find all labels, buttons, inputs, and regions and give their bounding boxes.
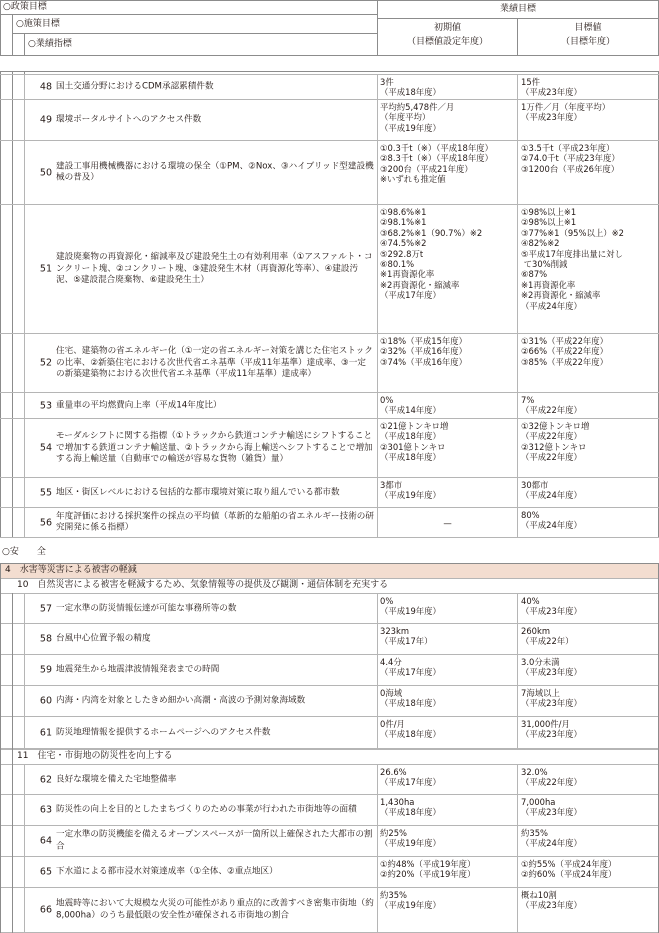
indicator-name: 内海・内湾を対象としたきめ細かい高潮・高波の予測対象海域数 — [56, 695, 306, 706]
table-row — [0, 655, 659, 686]
initial-value: 0海域 （平成18年度） — [380, 688, 441, 709]
initial-value-header: 初期値 — [433, 23, 461, 33]
initial-value-subheader: （目標値設定年度） — [406, 37, 488, 47]
table-row — [0, 795, 659, 826]
column-divider — [377, 594, 378, 623]
column-divider — [517, 686, 518, 716]
initial-value: ①98.6%※1 ②98.1%※1 ③68.2%※1（90.7%）※2 ④74.5%※2 ⑤292.8万t ⑥80.1% ※1再資源化率 ※2再資源化・縮減率 （平成17年度） — [380, 207, 483, 301]
goal-10-heading: 10 自然災害による被害を軽減するため、気象情報等の提供及び観測・通信体制を充実する — [0, 578, 659, 593]
column-divider — [517, 100, 518, 140]
column-divider — [517, 478, 518, 507]
performance-goal-header: 業績目標 — [499, 4, 536, 14]
column-divider — [517, 717, 518, 748]
table-row — [0, 717, 659, 749]
indicator-number: 61 — [39, 727, 52, 738]
column-divider — [517, 594, 518, 623]
initial-value: 約35% （平成19年度） — [380, 890, 441, 911]
column-divider — [517, 75, 518, 99]
target-value: ①3.5千t（平成23年度） ②74.0千t（平成23年度） ③1200台（平成26年度） — [521, 143, 620, 174]
column-divider — [517, 141, 518, 204]
column-divider — [377, 795, 378, 825]
column-divider — [517, 857, 518, 887]
performance-indicator-header: ○業績指標 — [28, 39, 72, 49]
column-divider — [377, 655, 378, 685]
target-value: 80% （平成24年度） — [521, 510, 582, 531]
initial-value: — — [443, 517, 452, 528]
table-row — [0, 624, 659, 655]
initial-value: 4.4分 （平成17年度） — [380, 657, 441, 678]
indicator-name: 住宅、建築物の省エネルギー化（①一定の省エネルギー対策を講じた住宅ストックの比率、②新築住宅における次世代省エネ基準（平成11年基準）達成率、③一定の新築建築物における次世代省エネ基準（平成11年基準）達成率） — [56, 345, 373, 379]
initial-value: ①0.3千t（※）（平成18年度） ②8.3千t（※）（平成18年度） ③200台（平成21年度） ※いずれも推定値 — [380, 143, 493, 185]
initial-value: ①約48%（平成19年度） ②約20%（平成19年度） — [380, 859, 476, 880]
column-divider — [517, 205, 518, 333]
indicator-name: 地震発生から地震津波情報発表までの時間 — [56, 664, 220, 675]
indicator-number: 66 — [39, 904, 52, 916]
indicator-name: モーダルシフトに関する指標（①トラックから鉄道コンテナ輸送にシフトすることで増加する鉄道コンテナ輸送量、②トラックから海上輸送へシフトすることで増加する海上輸送量（自動車での輸送が容易な貨物（雑貨）量） — [56, 430, 373, 464]
initial-value: 3件 （平成18年度） — [380, 77, 441, 98]
indicator-number: 56 — [39, 517, 52, 528]
indicator-number: 55 — [39, 487, 52, 498]
initial-value: ①18%（平成15年度） ②32%（平成16年度） ③74%（平成16年度） — [380, 336, 468, 367]
target-value-header: 目標値 — [574, 23, 602, 33]
indicator-number: 48 — [39, 81, 52, 93]
indicator-name: 環境ポータルサイトへのアクセス件数 — [56, 114, 202, 125]
table-row — [0, 334, 659, 393]
indicator-name: 地震時等において大規模な火災の可能性があり重点的に改善すべき密集市街地（約8,000ha）のうち最低限の安全性が確保される市街地の割合 — [56, 898, 374, 920]
column-divider — [517, 334, 518, 392]
indicator-name: 防災地理情報を提供するホームページへのアクセス件数 — [56, 726, 271, 737]
table-row — [0, 74, 659, 100]
indicator-number: 64 — [39, 835, 52, 847]
indicator-name: 良好な環境を備えた宅地整備率 — [56, 773, 177, 784]
target-value: 概ね10割 （平成23年度） — [521, 890, 582, 911]
indicator-number: 58 — [39, 633, 52, 645]
column-divider — [377, 334, 378, 392]
table-row — [0, 478, 659, 508]
indicator-number: 62 — [39, 774, 52, 785]
indicator-number: 59 — [39, 664, 52, 676]
indicator-name: 下水道による都市浸水対策達成率（①全体、②重点地区） — [56, 866, 278, 877]
column-divider — [517, 508, 518, 537]
table-row — [0, 393, 659, 419]
table-row — [0, 826, 659, 857]
column-divider — [517, 765, 518, 794]
column-divider — [377, 717, 378, 748]
indicator-name: 台風中心位置予報の精度 — [56, 633, 151, 644]
initial-value: 1,430ha （平成18年度） — [380, 797, 441, 818]
policy-goal-header: ○政策目標 — [3, 2, 47, 12]
initial-value: 0% （平成14年度） — [380, 395, 441, 416]
table-row — [0, 100, 659, 141]
measure-goal-header: ○施策目標 — [16, 19, 60, 29]
column-divider — [377, 624, 378, 654]
target-value: ①31%（平成22年度） ②66%（平成22年度） ③85%（平成22年度） — [521, 336, 609, 367]
target-value: 7,000ha （平成23年度） — [521, 797, 582, 818]
target-value-subheader: （目標年度） — [560, 37, 615, 47]
column-divider — [377, 478, 378, 507]
initial-value: 26.6% （平成17年度） — [380, 767, 441, 788]
indicator-number: 53 — [39, 400, 52, 411]
indicator-name: 建設廃棄物の再資源化・縮減率及び建設発生土の有効利用率（①アスファルト・コンクリート塊、②コンクリート塊、③建設発生木材（再資源化等率）、④建設汚泥、⑤建設混合廃棄物、⑥建設発生土） — [56, 251, 373, 285]
table-row — [0, 888, 659, 933]
indicator-name: 建設工事用機械機器における環境の保全（①PM、②Nox、③ハイブリッド型建設機械の普及） — [56, 161, 374, 183]
indicator-number: 54 — [39, 442, 52, 454]
column-divider — [377, 393, 378, 418]
target-value: 40% （平成23年度） — [521, 596, 582, 617]
column-divider — [377, 765, 378, 794]
column-divider — [377, 857, 378, 887]
table-header — [0, 0, 659, 56]
initial-value: 3都市 （平成19年度） — [380, 480, 441, 501]
column-divider — [517, 826, 518, 856]
indicator-number: 50 — [39, 167, 52, 178]
indicator-name: 国土交通分野におけるCDM承認累積件数 — [56, 81, 214, 92]
target-value: 7海域以上 （平成23年度） — [521, 688, 582, 709]
target-value: 3.0分未満 （平成23年度） — [521, 657, 582, 678]
target-value: 約35% （平成24年度） — [521, 828, 582, 849]
safety-section-label: ○安 全 — [2, 547, 46, 557]
column-divider — [517, 419, 518, 477]
target-value: ①約55%（平成24年度） ②約60%（平成24年度） — [521, 859, 617, 880]
indicator-name: 地区・街区レベルにおける包括的な都市環境対策に取り組んでいる都市数 — [56, 486, 340, 497]
table-row — [0, 764, 659, 795]
table-row — [0, 141, 659, 205]
indicator-number: 57 — [39, 603, 52, 614]
indicator-name: 防災性の向上を目的としたまちづくりのための事業が行われた市街地等の面積 — [56, 804, 357, 815]
initial-value: 323km （平成17年） — [380, 626, 433, 647]
table-row — [0, 205, 659, 334]
column-divider — [377, 205, 378, 333]
column-divider — [517, 655, 518, 685]
table-row — [0, 686, 659, 717]
column-divider — [377, 419, 378, 477]
goal-11-heading: 11 住宅・市街地の防災性を向上する — [0, 749, 659, 764]
indicator-name: 一定水準の防災情報伝達が可能な事務所等の数 — [56, 602, 237, 613]
target-value: 15件 （平成23年度） — [521, 77, 582, 98]
column-divider — [517, 393, 518, 418]
target-value: 1万件／月（年度平均） （平成23年度） — [521, 102, 611, 123]
initial-value: 0% （平成19年度） — [380, 596, 441, 617]
target-value: 32.0% （平成22年度） — [521, 767, 582, 788]
column-divider — [377, 75, 378, 99]
initial-value: 約25% （平成19年度） — [380, 828, 441, 849]
indicator-number: 65 — [39, 866, 52, 878]
table-row — [0, 419, 659, 478]
column-divider — [517, 795, 518, 825]
indicator-number: 60 — [39, 695, 52, 707]
column-divider — [517, 624, 518, 654]
target-value: ①98%以上※1 ②98%以上※1 ③77%※1（95%以上）※2 ④82%※2 ⑤平成17年度排出量に対し て30%削減 ⑥87% ※1再資源化率 ※2再資源化・縮減率 （平成24年度） — [521, 207, 624, 311]
target-value: 7% （平成22年度） — [521, 395, 582, 416]
column-divider — [377, 826, 378, 856]
initial-value: 0件/月 （平成18年度） — [380, 719, 441, 740]
initial-value: ①21億トンキロ増 （平成18年度） ②301億トンキロ （平成18年度） — [380, 421, 449, 463]
target-value: 31,000件/月 （平成23年度） — [521, 719, 582, 740]
indicator-number: 52 — [39, 357, 52, 369]
goal-4-heading: 4 水害等災害による被害の軽減 — [0, 563, 659, 578]
indicator-name: 一定水準の防災機能を備えるオープンスペースが一箇所以上確保された大都市の割合 — [56, 829, 373, 851]
column-divider — [377, 141, 378, 204]
initial-value: 平均約5,478件／月 （年度平均） （平成19年度） — [380, 102, 455, 133]
column-divider — [377, 888, 378, 932]
indicator-number: 63 — [39, 804, 52, 816]
indicator-number: 49 — [39, 114, 52, 126]
column-divider — [377, 508, 378, 537]
table-row — [0, 593, 659, 624]
target-value: 30都市 （平成24年度） — [521, 480, 582, 501]
target-value: 260km （平成22年） — [521, 626, 574, 647]
table-row — [0, 857, 659, 888]
indicator-number: 51 — [39, 263, 52, 275]
column-divider — [377, 100, 378, 140]
table-row — [0, 508, 659, 538]
indicator-name: 年度評価における採択案件の採点の平均値（革新的な船舶の省エネルギー技術の研究開発に係る指標） — [56, 511, 374, 533]
target-value: ①32億トンキロ増 （平成22年度） ②312億トンキロ （平成22年度） — [521, 421, 590, 463]
column-divider — [377, 686, 378, 716]
indicator-name: 重量車の平均燃費向上率（平成14年度比） — [56, 399, 222, 410]
column-divider — [517, 888, 518, 932]
